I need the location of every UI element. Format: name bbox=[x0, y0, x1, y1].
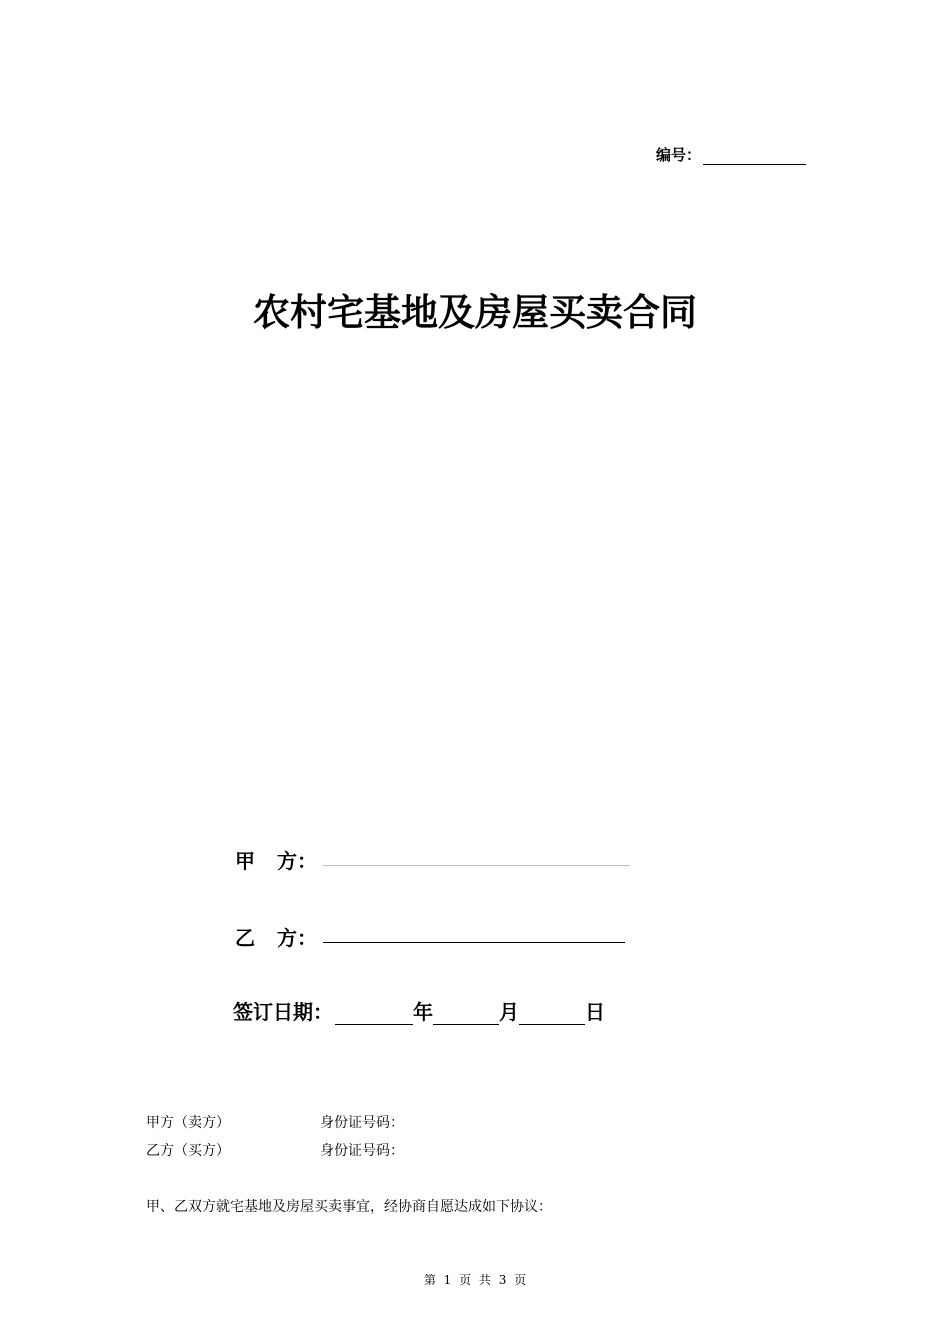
day-blank-line bbox=[519, 1002, 585, 1025]
party-a-label-1: 甲 bbox=[235, 849, 255, 873]
party-b-row bbox=[235, 922, 317, 951]
document-title: 农村宅基地及房屋买卖合同 bbox=[253, 290, 697, 334]
party-b-label-1: 乙 bbox=[235, 926, 255, 950]
serial-number bbox=[656, 144, 806, 165]
signing-date-row bbox=[233, 996, 605, 1025]
intro-paragraph: 甲、乙双方就宅基地及房屋买卖事宜，经协商自愿达成如下协议： bbox=[146, 1199, 552, 1215]
month-label: 月 bbox=[499, 1000, 519, 1024]
month-blank-line bbox=[433, 1002, 499, 1025]
serial-label: 编号： bbox=[656, 146, 702, 164]
party-a-blank-line bbox=[323, 865, 630, 866]
year-blank-line bbox=[335, 1002, 413, 1025]
party-a-row bbox=[235, 845, 317, 874]
date-label: 签订日期： bbox=[233, 1000, 333, 1024]
day-label: 日 bbox=[585, 1000, 605, 1024]
year-label: 年 bbox=[413, 1000, 433, 1024]
buyer-label: 乙方（买方） bbox=[146, 1143, 230, 1159]
party-a-label-2: 方： bbox=[277, 849, 317, 873]
party-b-label-2: 方： bbox=[277, 926, 317, 950]
party-b-blank-line bbox=[323, 942, 625, 943]
seller-id-label: 身份证号码： bbox=[320, 1115, 404, 1131]
page-footer: 第 1 页 共 3 页 bbox=[423, 1273, 527, 1287]
seller-label: 甲方（卖方） bbox=[146, 1115, 230, 1131]
buyer-id-label: 身份证号码： bbox=[320, 1143, 404, 1159]
serial-blank-line bbox=[703, 148, 806, 165]
